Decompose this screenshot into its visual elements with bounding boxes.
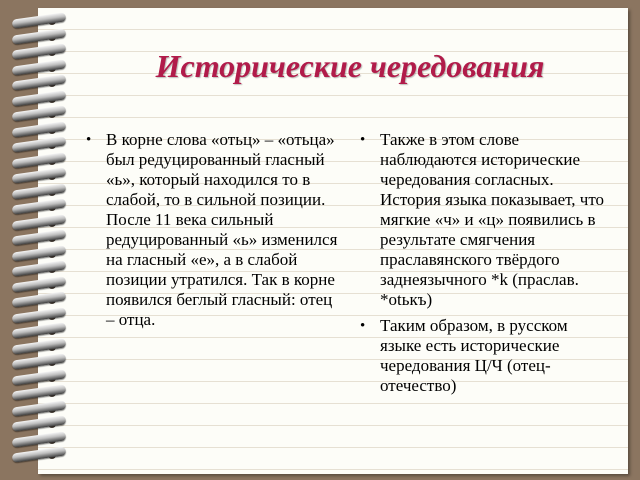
spiral-ring-icon xyxy=(2,138,68,152)
spiral-ring-icon xyxy=(2,92,68,106)
spiral-ring-icon xyxy=(2,185,68,199)
spiral-ring-icon xyxy=(2,14,68,28)
bullet-dot-icon: • xyxy=(86,132,92,148)
bullet-item xyxy=(358,316,610,396)
bullet-dot-icon: • xyxy=(360,318,366,334)
bullet-text: Таким образом, в русском языке есть исторические чередования Ц/Ч (отец-отечество) xyxy=(380,316,568,395)
spiral-ring-icon xyxy=(2,107,68,121)
bullet-item xyxy=(358,130,610,310)
spiral-ring-icon xyxy=(2,433,68,447)
spiral-ring-icon xyxy=(2,123,68,137)
spiral-ring-icon xyxy=(2,216,68,230)
spiral-ring-icon xyxy=(2,154,68,168)
spiral-ring-icon xyxy=(2,45,68,59)
spiral-ring-icon xyxy=(2,278,68,292)
bullet-text: Также в этом слове наблюдаются исторические чередования согласных. История языка показывает, что мягкие «ч» и «ц» появились в результате смягчения праславянского твёрдого заднеязычного *k (праслав. *otькъ) xyxy=(380,130,605,309)
spiral-ring-icon xyxy=(2,30,68,44)
right-column xyxy=(358,130,610,402)
spiral-ring-icon xyxy=(2,309,68,323)
bullet-item xyxy=(84,130,340,330)
left-column xyxy=(84,130,340,336)
spiral-ring-icon xyxy=(2,402,68,416)
spiral-ring-icon xyxy=(2,448,68,462)
spiral-ring-icon xyxy=(2,355,68,369)
spiral-ring-icon xyxy=(2,200,68,214)
spiral-ring-icon xyxy=(2,417,68,431)
bullet-dot-icon: • xyxy=(360,132,366,148)
spiral-ring-icon xyxy=(2,262,68,276)
spiral-ring-icon xyxy=(2,61,68,75)
spiral-ring-icon xyxy=(2,169,68,183)
spiral-ring-icon xyxy=(2,247,68,261)
spiral-ring-icon xyxy=(2,386,68,400)
spiral-ring-icon xyxy=(2,324,68,338)
bullet-text: В корне слова «отьц» – «отьца» был редуцированный гласный «ь», который находился то в слабой, то в сильной позиции. После 11 века сильный редуцированный «ь» изменился на гласный «е», а в слабой позиции утратился. Так в корне появился беглый гласный: отец – отца. xyxy=(106,130,338,329)
spiral-ring-icon xyxy=(2,340,68,354)
spiral-ring-icon xyxy=(2,76,68,90)
spiral-ring-icon xyxy=(2,231,68,245)
slide-title: Исторические чередования xyxy=(155,48,545,84)
spiral-ring-icon xyxy=(2,371,68,385)
spiral-ring-icon xyxy=(2,293,68,307)
spiral-binding xyxy=(2,14,72,474)
